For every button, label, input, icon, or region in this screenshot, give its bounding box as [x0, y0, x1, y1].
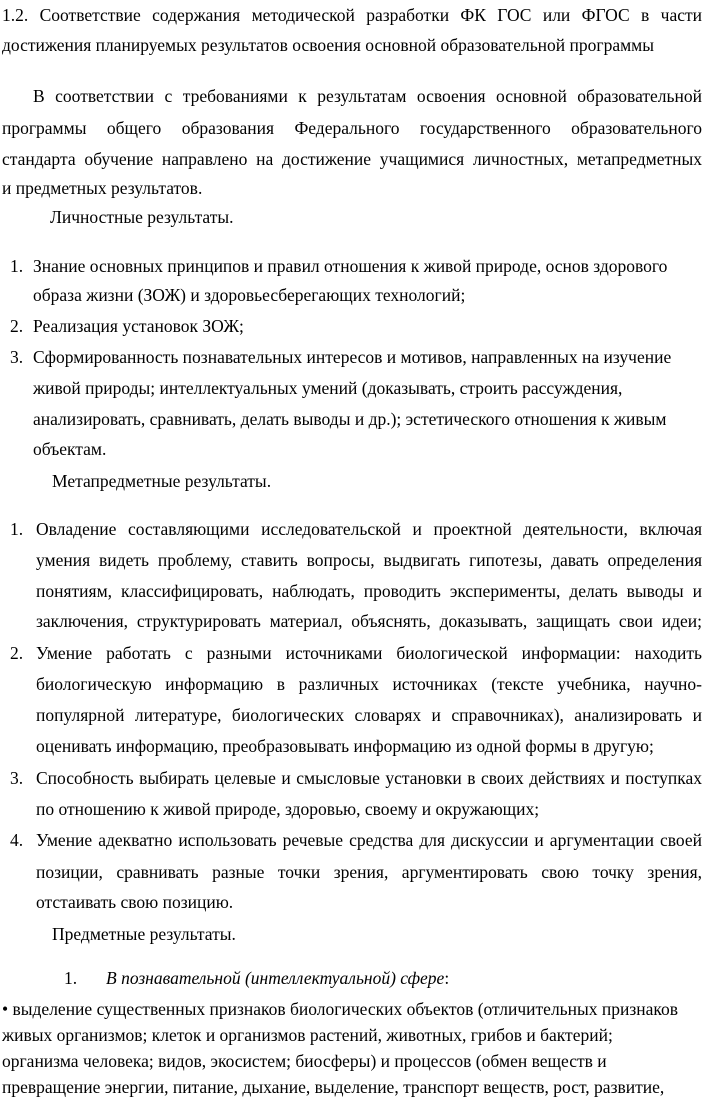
list-number: 1. [64, 968, 78, 988]
subsection-heading-colon: : [444, 968, 450, 988]
list-item-line: по отношению к живой природе, здоровью, своему и окружающих; [36, 799, 540, 819]
list-item-line: Сформированность познавательных интересов и мотивов, направленных на изучение [33, 347, 672, 367]
list-item-line: понятиям, классифицировать, наблюдать, проводить эксперименты, делать выводы и [36, 581, 702, 601]
section-heading-line-2: достижения планируемых результатов освоения основной образовательной программы [2, 35, 654, 55]
list-item-line: Овладение составляющими исследовательской и проектной деятельности, включая [36, 519, 702, 539]
list-item-line: заключения, структурировать материал, объяснять, доказывать, защищать свои идеи; [36, 611, 702, 631]
subsection-heading-text: В познавательной (интеллектуальной) сфере [106, 968, 445, 988]
list-item-line: отстаивать свою позицию. [36, 892, 234, 912]
list-item-line: популярной литературе, биологических словарях и справочниках), анализировать и [36, 705, 702, 725]
list-number: 3. [10, 768, 24, 788]
list-item-line: умения видеть проблему, ставить вопросы, выдвигать гипотезы, давать определения [36, 550, 702, 570]
list-item-line: позиции, сравнивать разные точки зрения, аргументировать свою точку зрения, [36, 862, 702, 882]
personal-results-title: Личностные результаты. [50, 207, 234, 227]
list-item-line: Умение работать с разными источниками биологической информации: находить [36, 643, 702, 663]
list-number: 2. [10, 643, 24, 663]
list-item-line: образа жизни (ЗОЖ) и здоровьесберегающих технологий; [33, 285, 466, 305]
list-item-line: биологическую информацию в различных источниках (тексте учебника, научно- [36, 674, 702, 694]
list-item-line: объектам. [33, 439, 107, 459]
list-item-line: Реализация установок ЗОЖ; [33, 316, 244, 336]
list-item-line: анализировать, сравнивать, делать выводы и др.); эстетического отношения к живым [33, 409, 667, 429]
list-number: 1. [10, 519, 24, 539]
bullet-item-line: живых организмов; клеток и организмов растений, животных, грибов и бактерий; [2, 1025, 613, 1045]
intro-line-3: стандарта обучение направлено на достижение учащимися личностных, метапредметных [2, 149, 702, 169]
section-heading-line-1: 1.2. Соответствие содержания методической разработки ФК ГОС или ФГОС в части [2, 5, 702, 25]
subject-results-title: Предметные результаты. [52, 924, 236, 944]
intro-line-4: и предметных результатов. [2, 178, 203, 198]
list-item-line: Способность выбирать целевые и смысловые установки в своих действиях и поступках [36, 768, 702, 788]
bullet-item-line: • выделение существенных признаков биологических объектов (отличительных признаков [2, 999, 679, 1019]
intro-line-1: В соответствии с требованиями к результатам освоения основной образовательной [33, 86, 702, 106]
list-item-line: Знание основных принципов и правил отношения к живой природе, основ здорового [33, 256, 668, 276]
list-number: 2. [10, 316, 24, 336]
list-item-line: живой природы; интеллектуальных умений (доказывать, строить рассуждения, [33, 378, 623, 398]
subsection-heading [106, 967, 449, 989]
list-number: 1. [10, 256, 24, 276]
intro-line-2: программы общего образования Федерального государственного образовательного [2, 118, 702, 138]
list-item-line: Умение адекватно использовать речевые средства для дискуссии и аргументации своей [36, 830, 702, 850]
list-item-line: оценивать информацию, преобразовывать информацию из одной формы в другую; [36, 736, 654, 756]
bullet-item-line: превращение энергии, питание, дыхание, выделение, транспорт веществ, рост, развитие, [2, 1077, 665, 1097]
meta-results-title: Метапредметные результаты. [52, 471, 272, 491]
list-number: 4. [10, 830, 24, 850]
list-number: 3. [10, 347, 24, 367]
bullet-item-line: организма человека; видов, экосистем; биосферы) и процессов (обмен веществ и [2, 1051, 607, 1071]
